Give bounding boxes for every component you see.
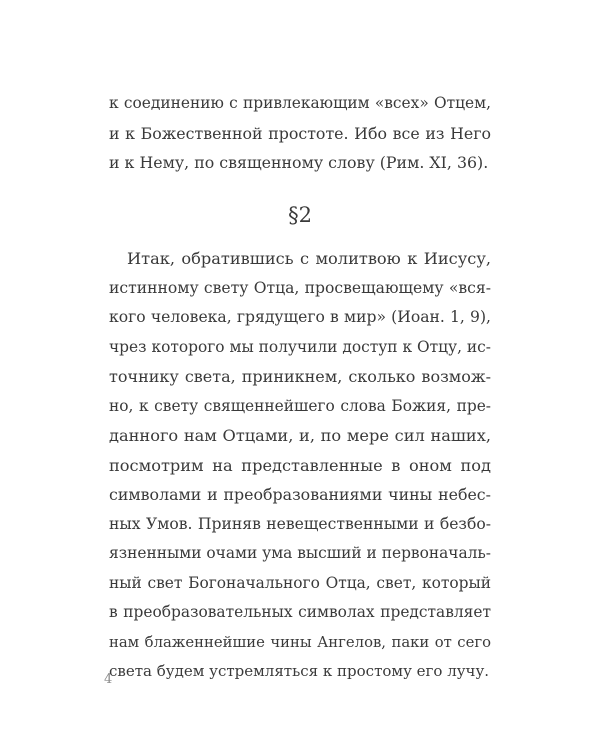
- text-line: и к Божественной простоте. Ибо все из Него: [109, 123, 491, 143]
- text-line: к соединению с привлекающим «всех» Отцем,: [109, 94, 491, 112]
- continuation-paragraph: [109, 89, 491, 178]
- text-line: кого человека, грядущего в мир» (Иоан. 1, 9),: [109, 308, 491, 326]
- text-line: света будем устремляться к простому его лучу.: [109, 662, 490, 680]
- text-line: ных Умов. Приняв невещественными и безбо-: [109, 514, 491, 533]
- section-heading: §2: [288, 203, 312, 227]
- section-paragraph: [109, 244, 491, 687]
- text-line: нам блаженнейшие чины Ангелов, паки от сего: [109, 633, 491, 651]
- text-line: точнику света, приникнем, сколько возмож-: [109, 367, 491, 386]
- text-line: посмотрим на представленные в оном под: [109, 455, 491, 475]
- text-line: и к Нему, по священному слову (Рим. XI, 36).: [109, 153, 489, 172]
- text-line: ный свет Богоначального Отца, свет, который: [109, 573, 491, 592]
- text-line: чрез которого мы получили доступ к Отцу, ис-: [109, 337, 491, 356]
- text-line: данного нам Отцами, и, по мере сил наших,: [109, 426, 491, 445]
- text-line: в преобразовательных символах представляет: [109, 603, 491, 621]
- text-line: Итак, обратившись с молитвою к Иисусу,: [127, 249, 491, 268]
- text-line: язненными очами ума высший и первоначаль-: [109, 544, 491, 562]
- text-line: символами и преобразованиями чины небес-: [109, 485, 491, 504]
- text-line: но, к свету священнейшего слова Божия, пре-: [109, 396, 491, 415]
- page-number: 4: [104, 672, 113, 687]
- text-line: истинному свету Отца, просвещающему «вся-: [109, 278, 491, 297]
